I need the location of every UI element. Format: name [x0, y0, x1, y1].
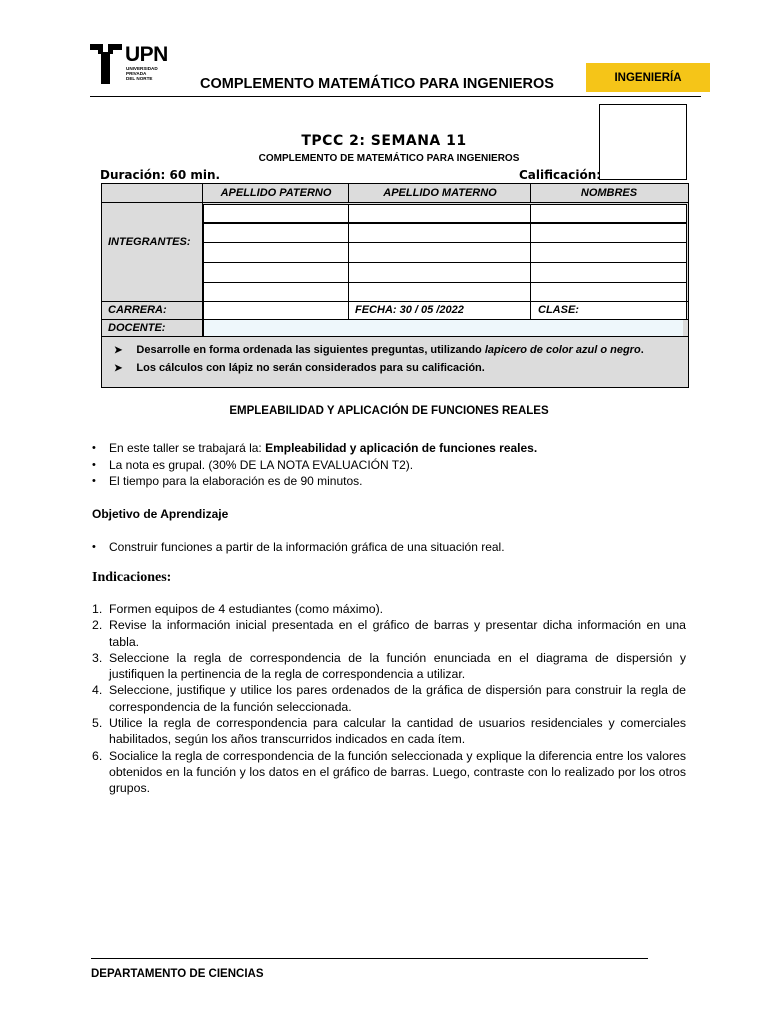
upn-logo [90, 44, 170, 86]
list-item: 2. Revise la información inicial presentada en el gráfico de barras y presentar dicha información en una tabla. [92, 618, 686, 649]
teacher-label: DOCENTE: [108, 322, 166, 334]
member-2-names-input[interactable] [530, 223, 687, 243]
member-3-paternal-input[interactable] [203, 242, 349, 263]
member-1-paternal-input[interactable] [203, 204, 349, 223]
teacher-input[interactable] [203, 320, 683, 336]
member-3-names-input[interactable] [530, 242, 687, 263]
upn-torch-icon [90, 44, 122, 84]
bullet-icon: • [92, 541, 96, 553]
bullet-icon: • [92, 475, 96, 487]
bullet-item: • La nota es grupal. (30% DE LA NOTA EVALUACIÓN T2). [92, 458, 414, 472]
list-item: 1. Formen equipos de 4 estudiantes (como máximo). [92, 602, 384, 616]
instruction-2: ➤ Los cálculos con lápiz no serán considerados para su calificación. [114, 362, 485, 374]
section-title: EMPLEABILIDAD Y APLICACIÓN DE FUNCIONES REALES [229, 405, 549, 417]
date-field[interactable] [348, 301, 531, 320]
member-4-paternal-input[interactable] [203, 262, 349, 283]
list-item: 4. Seleccione, justifique y utilice los pares ordenados de la gráfica de dispersión para construir la regla de correspondencia de la función seleccionada. [92, 683, 686, 714]
col-header-paternal: APELLIDO PATERNO [220, 187, 332, 199]
divider [530, 184, 531, 202]
arrow-icon: ➤ [114, 363, 123, 374]
objective-item: • Construir funciones a partir de la información gráfica de una situación real. [92, 540, 505, 554]
duration: Duración: 60 min. [100, 168, 221, 182]
career-input[interactable] [203, 301, 349, 320]
divider [102, 202, 688, 203]
divider [102, 336, 688, 337]
list-item: 6. Socialice la regla de correspondencia de la función seleccionada y explique la diferencia entre los valores obtenidos en la función y los datos en el gráfico de barras. Luego, contraste con lo realizado por los otros grupos. [92, 748, 686, 796]
members-label: INTEGRANTES: [108, 236, 191, 248]
member-2-maternal-input[interactable] [348, 223, 531, 243]
member-2-paternal-input[interactable] [203, 223, 349, 243]
bullet-icon: • [92, 459, 96, 471]
indications-list [92, 601, 686, 797]
logo-subtitle: UNIVERSIDAD PRIVADA DEL NORTE [126, 66, 158, 82]
footer-department: DEPARTAMENTO DE CIENCIAS [91, 968, 264, 980]
faculty-badge: INGENIERÍA [586, 63, 710, 92]
career-label: CARRERA: [108, 304, 167, 316]
exam-subtitle: COMPLEMENTO DE MATEMÁTICO PARA INGENIEROS [258, 153, 520, 164]
instruction-1: ➤ Desarrolle en forma ordenada las siguientes preguntas, utilizando lapicero de color azul o negro. [114, 344, 644, 356]
footer-divider [91, 958, 648, 959]
member-5-maternal-input[interactable] [348, 282, 531, 302]
indications-title: Indicaciones: [92, 570, 172, 585]
course-title: COMPLEMENTO MATEMÁTICO PARA INGENIEROS [200, 76, 554, 92]
member-1-names-input[interactable] [530, 204, 687, 223]
col-header-names: NOMBRES [580, 187, 638, 199]
member-4-maternal-input[interactable] [348, 262, 531, 283]
member-4-names-input[interactable] [530, 262, 687, 283]
list-item: 3. Seleccione la regla de correspondencia de la función enunciada en el diagrama de dispersión y justifiquen la pertinencia de la regla de correspondencia a utilizar. [92, 650, 686, 682]
col-header-maternal: APELLIDO MATERNO [383, 187, 497, 199]
list-item: 5. Utilice la regla de correspondencia para calcular la cantidad de usuarios residenciales y comerciales habilitados, según los años transcurridos indicados en cada ítem. [92, 716, 686, 747]
objective-title: Objetivo de Aprendizaje [92, 507, 229, 521]
bullet-icon: • [92, 442, 96, 454]
exam-title: TPCC 2: SEMANA 11 [301, 133, 467, 149]
arrow-icon: ➤ [114, 345, 123, 356]
header-divider [90, 96, 701, 97]
bullet-item: • En este taller se trabajará la: Empleabilidad y aplicación de funciones reales. [92, 441, 538, 455]
member-3-maternal-input[interactable] [348, 242, 531, 263]
date-label: FECHA: 30 / 05 /2022 [355, 304, 464, 316]
class-field[interactable] [530, 301, 687, 320]
divider [348, 184, 349, 202]
member-5-paternal-input[interactable] [203, 282, 349, 302]
student-form [101, 183, 689, 388]
logo-text: UPN [125, 43, 168, 66]
bullet-item: • El tiempo para la elaboración es de 90 minutos. [92, 474, 363, 488]
member-5-names-input[interactable] [530, 282, 687, 302]
member-1-maternal-input[interactable] [348, 204, 531, 223]
grade-label: Calificación: [519, 168, 602, 182]
class-label: CLASE: [538, 304, 579, 316]
